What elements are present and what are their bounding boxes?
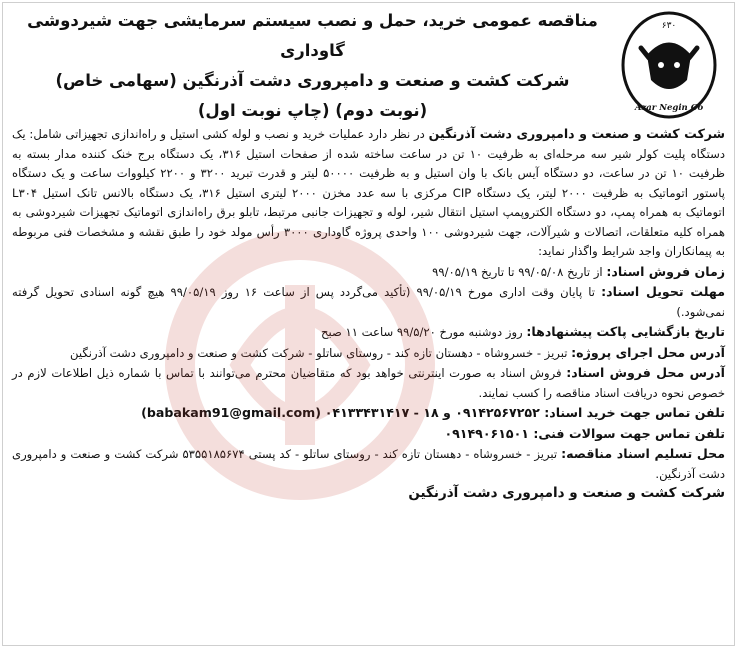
item-project-address [12,343,725,364]
title-line-1: مناقصه عمومی خرید، حمل و نصب سیستم سرمایشی جهت شیردوشی گاوداری [27,11,598,60]
intro-paragraph [12,124,725,262]
item-label: زمان فروش اسناد: [606,263,725,279]
item-label: محل تسلیم اسناد مناقصه: [561,446,726,461]
item-label: تاریخ بازگشایی پاکت پیشنهادها: [526,324,725,339]
item-submission-place [12,444,725,484]
item-value: تبریز - خسروشاه - دهستان تازه کند - روستای ساتلو - شرکت کشت و صنعت و دامپروری دشت آذرنگین [70,345,572,360]
item-sales-address [12,363,725,403]
intro-company: شرکت کشت و صنعت و دامپروری دشت آذرنگین [428,126,725,141]
item-label: آدرس محل فروش اسناد: [566,365,725,380]
notice-header [12,6,725,124]
item-sales-time [12,262,725,283]
contact-email: (babakam91@gmail.com) [141,405,322,420]
item-value: روز دوشنبه مورخ ۹۹/۵/۲۰ ساعت ۱۱ صبح [320,325,527,339]
item-value: ۰۹۱۴۹۰۶۱۵۰۱ [444,425,534,441]
company-logo [619,10,719,120]
notice-title [12,6,613,126]
item-technical-phone [12,424,725,445]
intro-text: در نظر دارد عملیات خرید و نصب و لوله کشی استیل و راه‌اندازی تجهیزاتی شامل: یک دستگاه پلیت کولر شیر سه مرحله‌ای به ظرفیت ۱۰ تن در ساعت ساخته شده از صفحات استیل ۳۱۶، یک دستگاه برج خنک کننده مدار بسته به ظرفیت ۱۰ تن در ساعت، دو دستگاه آیس بانک با وان استیل و به ظرفیت ۵۰۰۰۰ لیتر و قدرت تبرید ۳۲۰۰ و ۲۲۰۰ کیلووات ساعت و یک دستگاه پاستور اتوماتیک به ظرفیت ۲۰۰۰ لیتر، یک دستگاه CIP مرکزی با سه عدد مخزن ۲۰۰۰ لیتری استیل ۳۱۶، یک دستگاه بالانس تانک استیل L۳۰۴ اتوماتیک به همراه پمپ، دو دستگاه الکتروپمپ استیل انتقال شیر، لوله و تجهیزات جانبی مرتبط، تابلو برق راه‌اندازی اتوماتیک تجهیزات شیردوشی به همراه کلیه متعلقات، اتصالات و شیرآلات، جهت شیردوشی ۱۰۰ واحدی پروژه گاوداری ۳۰۰۰ رأس مولد خود را طبق نقشه و مشخصات فنی مربوطه به پیمانکاران واجد شرایط واگذار نماید: [12,127,726,258]
item-value: ۰۹۱۴۲۵۶۷۲۵۲ و ۱۸ - ۰۴۱۳۳۴۳۱۴۱۷ [324,405,545,420]
title-line-3: (نوبت دوم) (چاپ نوبت اول) [197,101,428,120]
item-value: تبریز - خسروشاه - دهستان تازه کند - روستای ساتلو - کد پستی ۵۳۵۵۱۸۵۶۷۴ شرکت کشت و صنعت و دامپروری دشت آذرنگین. [12,447,725,481]
signature: شرکت کشت و صنعت و دامپروری دشت آذرنگین [408,485,725,501]
item-label: مهلت تحویل اسناد: [601,284,725,299]
item-value: فروش اسناد به صورت اینترنتی خواهد بود که متقاضیان محترم می‌توانند با تماس با شماره ذیل اطلاعات لازم در خصوص نحوه دریافت اسناد مناقصه را کسب نمایند. [12,366,725,400]
item-label: تلفن تماس جهت خرید اسناد: [544,405,725,420]
notice-body [12,124,725,504]
item-purchase-phone [12,403,725,424]
item-label: تلفن تماس جهت سوالات فنی: [533,425,725,441]
item-label: آدرس محل اجرای پروژه: [571,344,725,360]
item-delivery-deadline [12,282,725,322]
logo-text: Azar Negin Co [634,103,704,113]
item-opening-date [12,322,725,343]
item-value: از تاریخ ۹۹/۰۵/۰۸ تا تاریخ ۹۹/۰۵/۱۹ [432,264,607,279]
item-value: تا پایان وقت اداری مورخ ۹۹/۰۵/۱۹ (تأکید می‌گردد پس از ساعت ۱۶ روز ۹۹/۰۵/۱۹ هیچ گونه اسنادی تحویل گرفته نمی‌شود.) [12,285,725,319]
title-line-2: شرکت کشت و صنعت و دامپروری دشت آذرنگین (سهامی خاص) [55,71,570,90]
logo-number: ۶۳۰ [661,21,677,31]
